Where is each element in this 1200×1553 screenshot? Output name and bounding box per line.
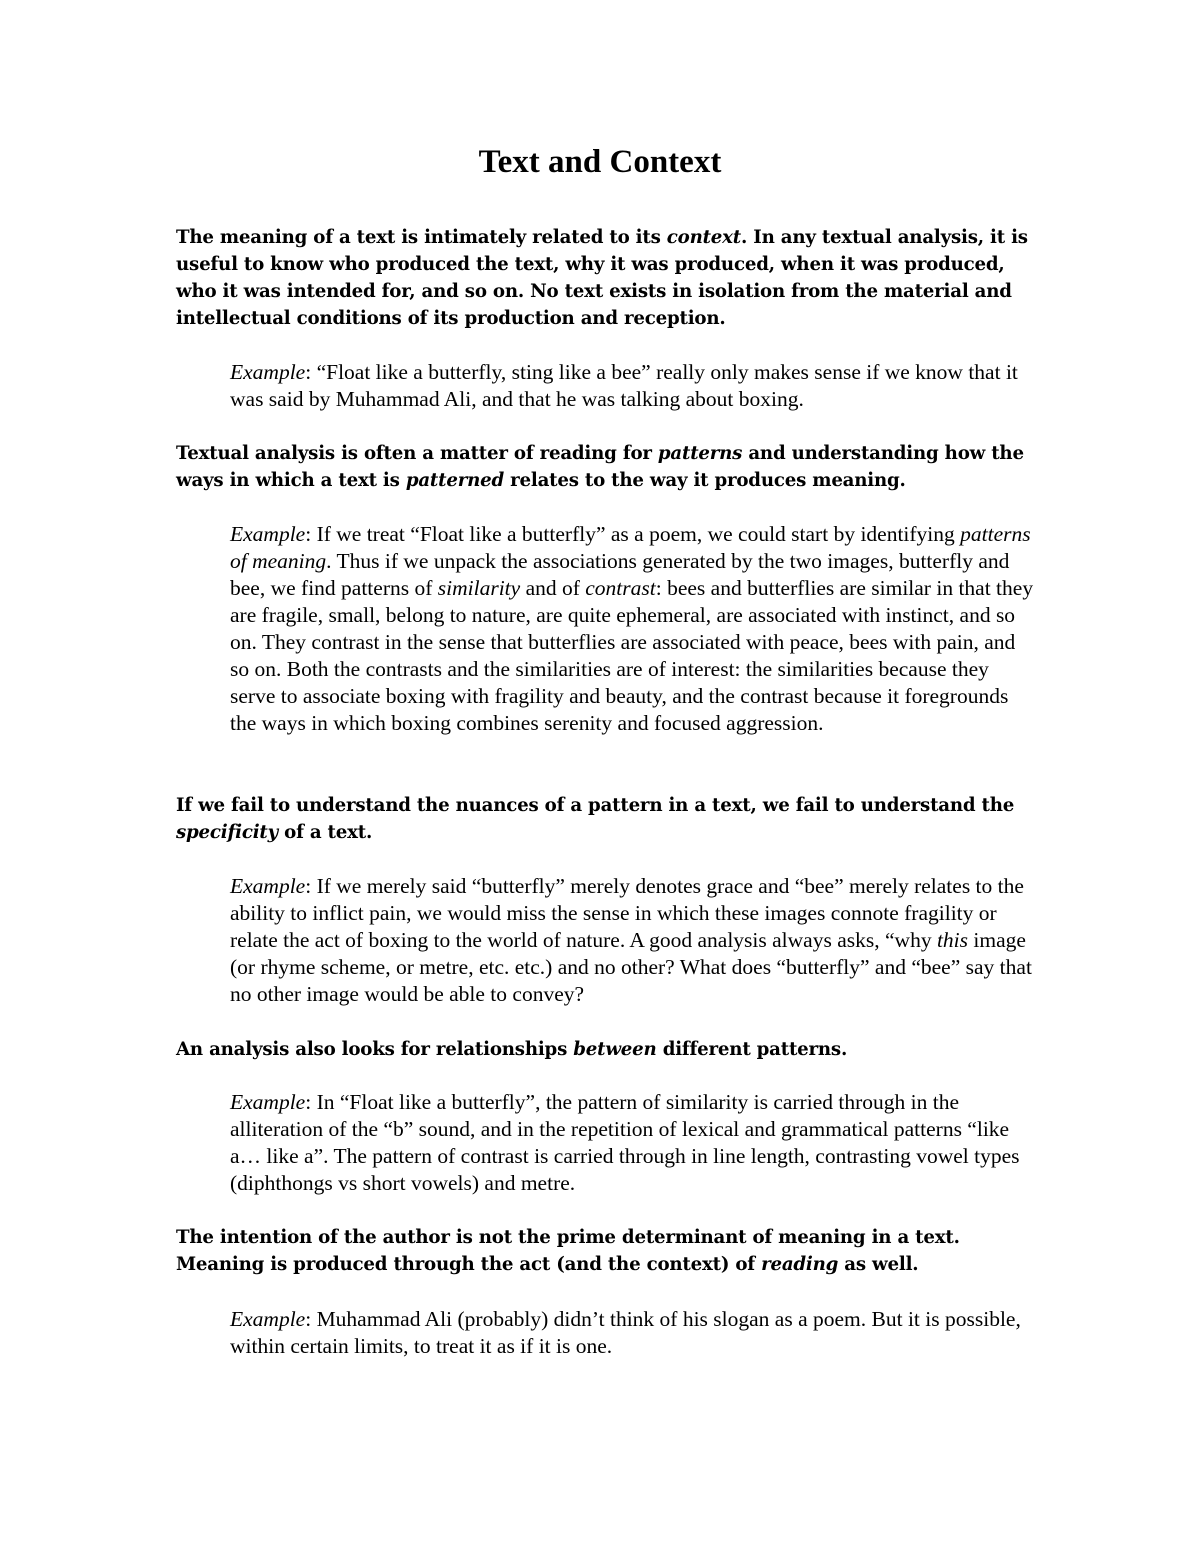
- example-label: Example: [230, 1307, 306, 1331]
- section-5-lead: [176, 1224, 1036, 1278]
- example-text: : “Float like a butterfly, sting like a bee” really only makes sense if we know that it was said by Muhammad Ali, and that he was talking about boxing.: [230, 360, 1018, 411]
- example-emphasis: this: [936, 928, 969, 952]
- example-text: and of: [520, 576, 586, 600]
- lead-emphasis: specificity: [176, 822, 278, 843]
- section-1-lead: [176, 224, 1036, 332]
- example-text: : Muhammad Ali (probably) didn’t think of his slogan as a poem. But it is possible, within certain limits, to treat it as if it is one.: [230, 1307, 1021, 1358]
- lead-text: . In any textual analysis, it is useful to know who produced the text, why it was produced, when it was produced, who it was intended for, and so on. No text exists in isolation from the material and intellectual conditions of its production and reception.: [176, 227, 1028, 329]
- example-label: Example: [230, 522, 306, 546]
- section-4-example: [230, 1089, 1038, 1197]
- lead-emphasis: context: [666, 227, 742, 248]
- lead-text: An analysis also looks for relationships: [176, 1039, 574, 1060]
- example-text: . Thus if we unpack the associations generated by the two images, butterfly and bee, we find patterns of: [230, 549, 1010, 600]
- example-emphasis: contrast: [585, 576, 656, 600]
- section-2-lead: [176, 440, 1036, 494]
- lead-emphasis: between: [573, 1039, 657, 1060]
- lead-text: The intention of the author is not the prime determinant of meaning in a text. Meaning is produced through the act (and the context) of: [176, 1227, 960, 1275]
- example-emphasis: similarity: [437, 576, 521, 600]
- example-label: Example: [230, 874, 306, 898]
- example-text: : In “Float like a butterfly”, the pattern of similarity is carried through in the alliteration of the “b” sound, and in the repetition of lexical and grammatical patterns “like a… like a”. The pattern of contrast is carried through in line length, contrasting vowel types (diphthongs vs short vowels) and metre.: [230, 1090, 1020, 1195]
- lead-text: of a text.: [278, 822, 373, 843]
- lead-text: Textual analysis is often a matter of reading for: [176, 443, 658, 464]
- section-3-lead: [176, 792, 1036, 846]
- lead-emphasis: patterns: [657, 443, 743, 464]
- example-label: Example: [230, 360, 306, 384]
- section-3-example: [230, 873, 1038, 1008]
- lead-text: If we fail to understand the nuances of a pattern in a text, we fail to understand the: [176, 795, 1015, 816]
- lead-emphasis: patterned: [405, 470, 504, 491]
- lead-text: relates to the way it produces meaning.: [503, 470, 906, 491]
- example-emphasis: patterns of meaning: [230, 522, 1031, 573]
- example-label: Example: [230, 1090, 306, 1114]
- document-title: Text and Context: [478, 144, 722, 180]
- lead-text: and understanding how the ways in which a text is: [176, 443, 1024, 491]
- section-2-example: [230, 521, 1038, 737]
- section-5-example: [230, 1306, 1038, 1360]
- lead-text: different patterns.: [656, 1039, 848, 1060]
- section-1-example: [230, 359, 1038, 413]
- lead-text: The meaning of a text is intimately related to its: [176, 227, 667, 248]
- example-text: : If we merely said “butterfly” merely denotes grace and “bee” merely relates to the ability to inflict pain, we would miss the sense in which these images connote fragility or relate the act of boxing to the world of nature. A good analysis always asks, “why: [230, 874, 1024, 952]
- lead-text: as well.: [838, 1254, 919, 1275]
- example-text: : If we treat “Float like a butterfly” as a poem, we could start by identifying: [305, 522, 961, 546]
- example-text: : bees and butterflies are similar in that they are fragile, small, belong to nature, are quite ephemeral, are associated with instinct, and so on. They contrast in the sense that butterflies are associated with peace, bees with pain, and so on. Both the contrasts and the similarities are of interest: the similarities because they serve to associate boxing with fragility and beauty, and the contrast because it foregrounds the ways in which boxing combines serenity and focused aggression.: [230, 576, 1034, 735]
- example-text: image (or rhyme scheme, or metre, etc. etc.) and no other? What does “butterfly” and “bee” say that no other image would be able to convey?: [230, 928, 1032, 1006]
- lead-emphasis: reading: [761, 1254, 839, 1275]
- section-4-lead: [176, 1036, 1036, 1063]
